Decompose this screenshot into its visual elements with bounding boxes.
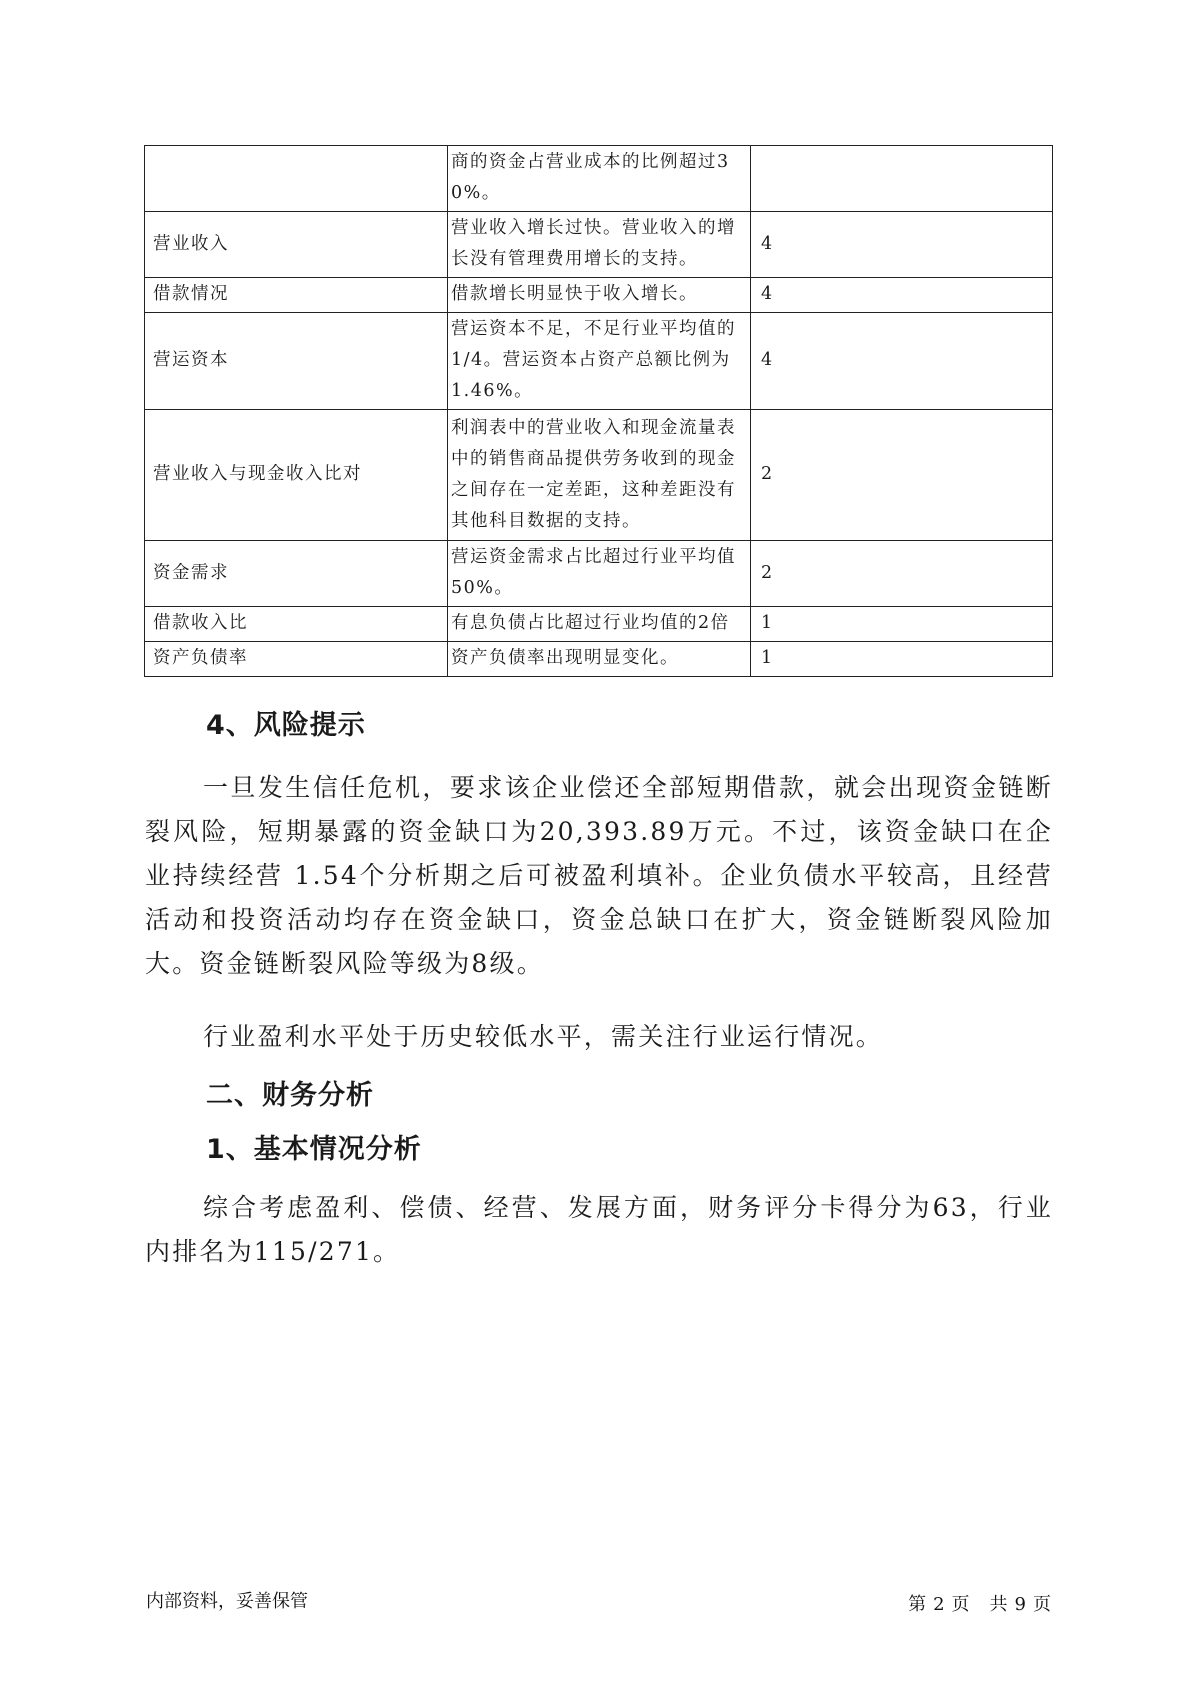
table-row xyxy=(145,212,1053,278)
indicator-name: 资产负债率 xyxy=(145,642,448,677)
risk-section-heading: 4、风险提示 xyxy=(206,710,366,741)
indicator-name: 营业收入 xyxy=(145,212,448,278)
indicator-score xyxy=(751,146,1053,212)
table-row xyxy=(145,313,1053,410)
indicator-score: 2 xyxy=(751,541,1053,607)
indicator-name: 借款收入比 xyxy=(145,607,448,642)
table-row xyxy=(145,278,1053,313)
footer-confidential-note: 内部资料，妥善保管 xyxy=(146,1591,308,1612)
indicator-description: 营业收入增长过快。营业收入的增长没有管理费用增长的支持。 xyxy=(448,212,751,278)
table-row xyxy=(145,607,1053,642)
indicator-description: 商的资金占营业成本的比例超过30%。 xyxy=(448,146,751,212)
indicator-description: 营运资本不足，不足行业平均值的1/4。营运资本占资产总额比例为1.46%。 xyxy=(448,313,751,410)
page-number xyxy=(908,1590,1052,1616)
finance-section-heading: 二、财务分析 xyxy=(206,1080,374,1111)
risk-indicator-table xyxy=(144,145,1053,677)
indicator-name xyxy=(145,146,448,212)
indicator-description: 利润表中的营业收入和现金流量表中的销售商品提供劳务收到的现金之间存在一定差距，这种差距没有其他科目数据的支持。 xyxy=(448,410,751,541)
indicator-score: 1 xyxy=(751,607,1053,642)
industry-paragraph: 行业盈利水平处于历史较低水平，需关注行业运行情况。 xyxy=(203,1022,884,1051)
indicator-score: 4 xyxy=(751,278,1053,313)
indicator-score: 4 xyxy=(751,313,1053,410)
page-prefix: 第 xyxy=(908,1594,928,1615)
basic-analysis-paragraph: 综合考虑盈利、偿债、经营、发展方面，财务评分卡得分为63，行业内排名为115/271。 xyxy=(145,1193,1053,1266)
risk-paragraph: 一旦发生信任危机，要求该企业偿还全部短期借款，就会出现资金链断裂风险，短期暴露的资金缺口为20,393.89万元。不过，该资金缺口在企业持续经营 1.54个分析期之后可被盈利填补。企业负债水平较高，且经营活动和投资活动均存在资金缺口，资金总缺口在扩大，资金链断裂风险加大。资金链断裂风险等级为8级。 xyxy=(145,773,1053,978)
indicator-score: 4 xyxy=(751,212,1053,278)
indicator-name: 营运资本 xyxy=(145,313,448,410)
indicator-description: 资产负债率出现明显变化。 xyxy=(448,642,751,677)
indicator-score: 1 xyxy=(751,642,1053,677)
table-row xyxy=(145,410,1053,541)
indicator-name: 营业收入与现金收入比对 xyxy=(145,410,448,541)
indicator-name: 资金需求 xyxy=(145,541,448,607)
table-row xyxy=(145,146,1053,212)
indicator-name: 借款情况 xyxy=(145,278,448,313)
table-row xyxy=(145,541,1053,607)
page-current: 2 xyxy=(933,1594,946,1615)
page-mid: 页 共 xyxy=(951,1594,1009,1615)
page-total: 9 xyxy=(1014,1594,1027,1615)
indicator-description: 有息负债占比超过行业均值的2倍 xyxy=(448,607,751,642)
indicator-description: 借款增长明显快于收入增长。 xyxy=(448,278,751,313)
page-suffix: 页 xyxy=(1033,1594,1052,1615)
indicator-description: 营运资金需求占比超过行业平均值50%。 xyxy=(448,541,751,607)
indicator-score: 2 xyxy=(751,410,1053,541)
basic-analysis-heading: 1、基本情况分析 xyxy=(206,1134,422,1165)
table-row xyxy=(145,642,1053,677)
